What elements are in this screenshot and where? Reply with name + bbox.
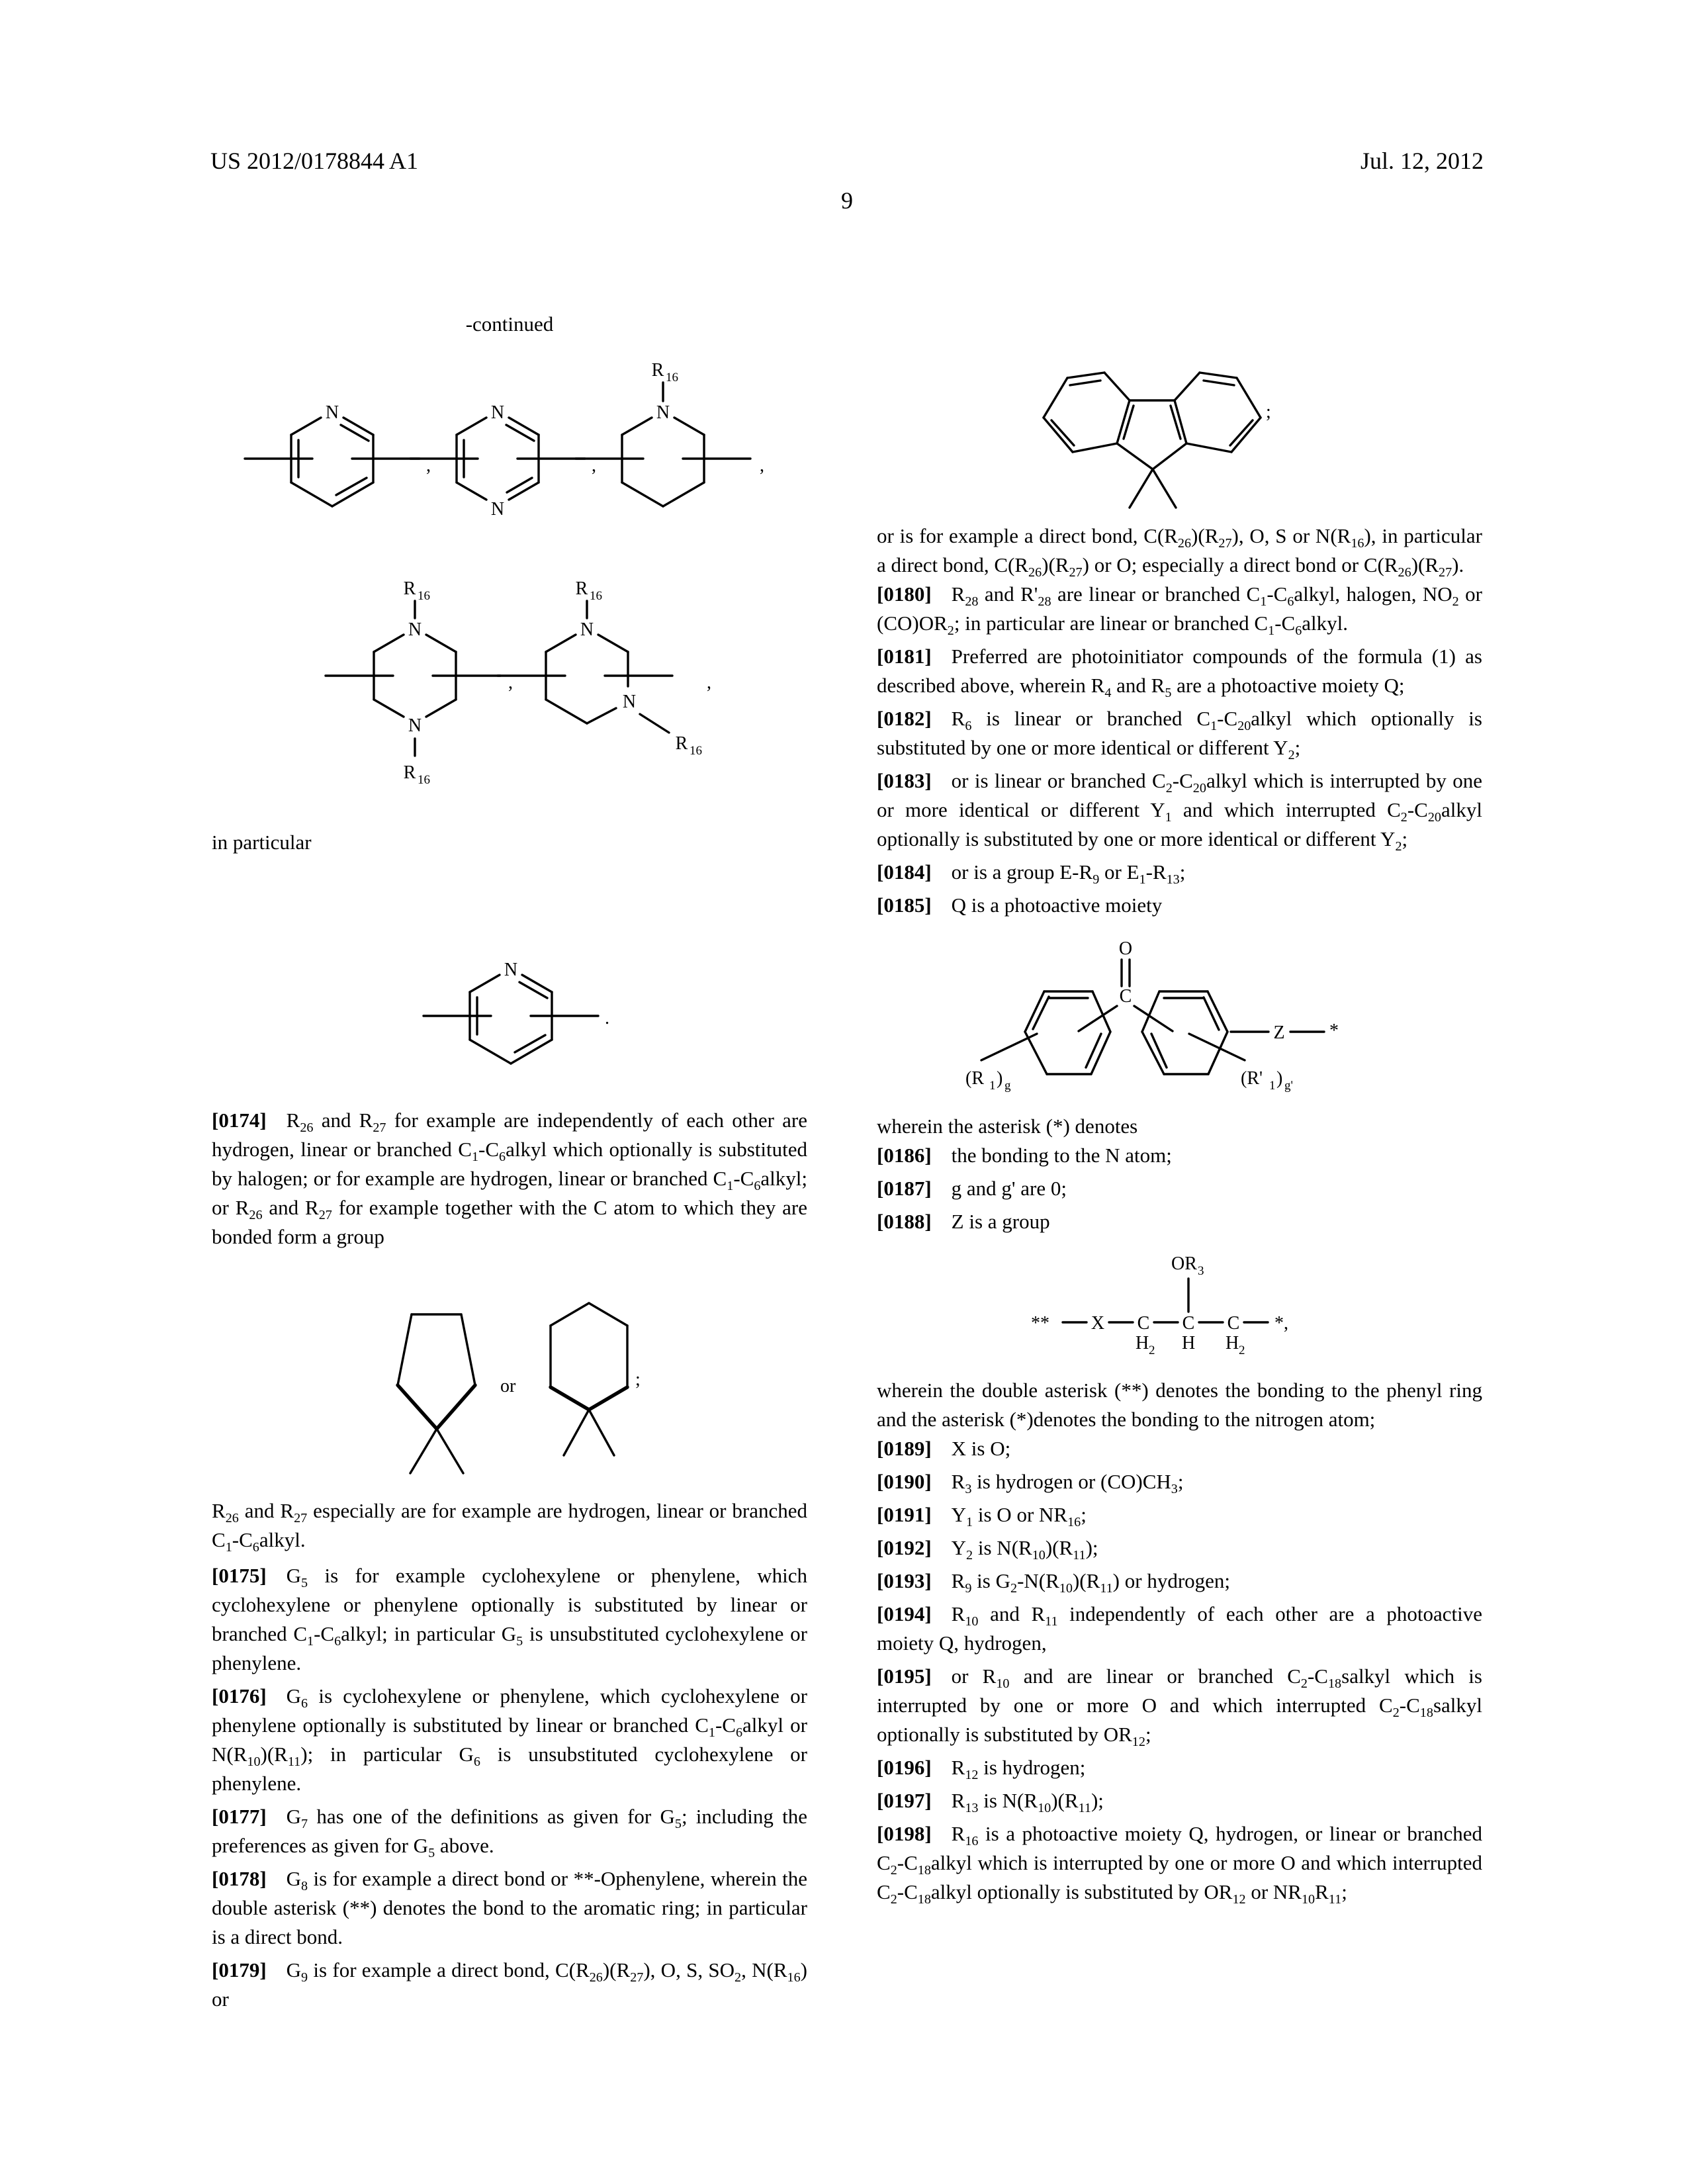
preferred-pyridine-structure (420, 917, 632, 1082)
paragraph-0189: [0189] X is O; (877, 1437, 1011, 1460)
n-atom-label: N (408, 619, 422, 640)
n-atom-label: N (622, 692, 637, 712)
pyridine-2-6-diyl-structure (245, 418, 420, 506)
paragraph-0195: [0195] or $R_{10}$ and are linear or branched $C_2-C_{18}salkyl$ which is interrupted by one or more O and which interrupted $C_2-C_{18}salkyl$ optionally is substituted by $OR_{12}$; (877, 1664, 1482, 1750)
g-prime-subscript: g' (1284, 1079, 1293, 1093)
paragraph-0176: [0176] $G_6$ is cyclohexylene or phenylene, which cyclohexylene or phenylene optionally is substituted by linear or branched $C_1-C_6alkyl$ or $N(R_{10})(R_{11})$; in particular $G_6$ is unsubstituted cyclohexylene or phenylene. (212, 1684, 807, 1795)
n-atom-label: N (325, 402, 339, 423)
n-atom-label: N (490, 499, 505, 520)
paragraph-0174: [0174] $R_{26}$ and $R_{27}$ for example are independently of each other are hydrogen, linear or branched $C_1-C_6alkyl$ which optionally is substituted by halogen; or for example are hydrogen, linear or branched $C_1-C_6alkyl$; or $R_{26}$ and $R_{27}$ for example together with the C atom to which they are bonded form a group (212, 1109, 808, 1248)
paragraph-0197: [0197] $R_{13}$ is $N(R_{10})(R_{11})$; (877, 1789, 1104, 1816)
semicolon-mark: ; (635, 1369, 641, 1390)
comma-separator: , (592, 455, 596, 476)
semicolon-mark: ; (1266, 402, 1271, 422)
continued-label: -continued (465, 312, 554, 336)
heteroaryl-ring-row-structures (238, 348, 781, 567)
h-atom-label: H (1182, 1333, 1196, 1353)
g-subscript: g (1004, 1079, 1011, 1093)
h-atom-label: H (1226, 1333, 1239, 1353)
paragraph-0191: [0191] $Y_1$ is O or $NR_{16}$; (877, 1503, 1087, 1530)
asterisk-note: wherein the asterisk (*) denotes (877, 1115, 1138, 1138)
or-word: or (500, 1376, 516, 1396)
comma-separator: , (760, 455, 764, 476)
asterisk-mark: * (1329, 1021, 1339, 1041)
z-group-chain-structure (1012, 1244, 1330, 1367)
paragraph-0182: [0182] $R_6$ is linear or branched $C_1-C_{20}alkyl$ which optionally is substituted by one or more identical or different $Y_2$; (877, 707, 1482, 763)
cyclopentylidene-structure (398, 1314, 475, 1473)
comma-separator: , (426, 455, 431, 476)
pyrazine-2-5-diyl-structure (410, 418, 585, 500)
paragraph-0193: [0193] $R_9$ is $G_2-N(R_{10})(R_{11})$ or hydrogen; (877, 1569, 1231, 1596)
x-atom-label: X (1091, 1313, 1105, 1334)
o-atom-label: O (1118, 938, 1133, 959)
c-atom-label: C (1137, 1313, 1150, 1334)
dimethylfluorene-structure (1029, 361, 1294, 516)
paragraph-0190: [0190] $R_3$ is hydrogen or $(CO)CH_3$; (877, 1470, 1184, 1497)
paragraph-0184: [0184] or is a group $E-R_9$ or $E_1-R_{13}$; (877, 860, 1186, 887)
piperazine-ring-row-structures (311, 572, 774, 800)
paragraph-0183: [0183] or is linear or branched $C_2-C_{20}alkyl$ which is interrupted by one or more identical or different $Y_1$ and which interrupted $C_2-C_{20}alkyl$ optionally is substituted by one or more identical or different $Y_2$; (877, 769, 1483, 854)
paragraph-0187: [0187] g and g' are 0; (877, 1177, 1067, 1200)
paragraph-0178: [0178] $G_8$ is for example a direct bond or **-Ophenylene, wherein the double asterisk (**) denotes the bond to the aromatic ring; in particular is a direct bond. (212, 1867, 807, 1948)
paragraph-0180: [0180] $R_{28}$ and $R'_{28}$ are linear or branched $C_1-C_6alkyl$, halogen, $NO_2$ or $(CO)OR_2$; in particular are linear or branched $C_1-C_6alkyl$. (877, 582, 1482, 639)
paragraph-0186: [0186] the bonding to the N atom; (877, 1144, 1172, 1167)
period-mark: . (605, 1008, 609, 1028)
r16-subscript: 16 (418, 589, 430, 603)
r16-subscript: 16 (690, 744, 702, 758)
paragraph-0175: [0175] $G_5$ is for example cyclohexylene or phenylene, which cyclohexylene or phenylene optionally is substituted by linear or branched $C_1-C_6alkyl$; in particular $G_5$ is unsubstituted cyclohexylene or phenylene. (212, 1564, 807, 1674)
paragraph-0185: [0185] Q is a photoactive moiety (877, 893, 1163, 917)
c-atom-label: C (1119, 986, 1132, 1007)
paragraph-0194: [0194] $R_{10}$ and $R_{11}$ independently of each other are a photoactive moiety Q, hydrogen, (877, 1602, 1482, 1655)
g9-continuation-text: or is for example a direct bond, $C(R_{26})(R_{27})$, O, S or $N(R_{16})$, in particular a direct bond, $C(R_{26})(R_{27})$ or O; especially a direct bond or $C(R_{26})(R_{27})$. (877, 524, 1482, 580)
r16-subscript: 16 (666, 371, 678, 385)
c-atom-label: C (1227, 1313, 1240, 1334)
double-asterisk-mark: ** (1031, 1313, 1049, 1334)
c-atom-label: C (1182, 1313, 1195, 1334)
page-number: 9 (841, 187, 853, 214)
or3-group-label: OR (1171, 1253, 1197, 1274)
in-particular-label: in particular (212, 831, 312, 854)
r16-substituent-label: R (403, 578, 416, 599)
rparen-mark: ) (997, 1068, 1003, 1089)
paragraph-0188: [0188] Z is a group (877, 1210, 1050, 1233)
paragraph-0177: [0177] $G_7$ has one of the definitions as given for $G_5$; including the preferences as given for $G_5$ above. (212, 1805, 807, 1861)
patent-number: US 2012/0178844 A1 (210, 148, 419, 174)
n-atom-label: N (504, 960, 518, 980)
left-column (212, 310, 807, 2018)
r16-substituent-label: R (403, 762, 416, 783)
n-atom-label: N (580, 619, 594, 640)
r1-g-substituent-label: (R (965, 1068, 984, 1089)
rparen-mark: ) (1276, 1068, 1283, 1089)
n-atom-label: N (490, 402, 505, 423)
h-atom-label: H (1136, 1333, 1149, 1353)
r26-r27-note: $R_{26}$ and $R_{27}$ especially are for example are hydrogen, linear or branched $C_1-C_6alkyl$. (212, 1499, 808, 1555)
r1-prime-subscript: 1 (1269, 1079, 1276, 1093)
r16-substituent-label: R (575, 578, 588, 599)
n-r16-piperidine-2-6-diyl-structure (576, 383, 750, 506)
z-group-label: Z (1273, 1023, 1285, 1043)
right-column (877, 361, 1482, 1911)
or3-subscript: 3 (1198, 1264, 1204, 1278)
r16-subscript: 16 (590, 589, 602, 603)
cyclohexylidene-structure (551, 1303, 627, 1455)
publication-date: Jul. 12, 2012 (1360, 148, 1484, 174)
double-asterisk-note: wherein the double asterisk (**) denotes the bonding to the phenyl ring and the asterisk (*)denotes the bonding to the nitrogen atom; (877, 1379, 1482, 1431)
n-atom-label: N (408, 715, 422, 736)
paragraph-0192: [0192] $Y_2$ is $N(R_{10})(R_{11})$; (877, 1536, 1098, 1563)
r1-subscript: 1 (989, 1079, 996, 1093)
paragraph-0179: [0179] $G_9$ is for example a direct bond, $C(R_{26})(R_{27})$, O, S, $SO_2$, $N(R_{16})$ or (212, 1958, 807, 2011)
benzophenone-moiety-structure (956, 931, 1366, 1103)
n-atom-label: N (656, 402, 670, 423)
r16-substituent-label: R (651, 360, 664, 381)
spiro-ring-group-structures (371, 1285, 715, 1477)
paragraph-0196: [0196] $R_{12}$ is hydrogen; (877, 1756, 1086, 1783)
comma-separator: , (707, 672, 711, 693)
asterisk-comma-mark: *, (1274, 1313, 1288, 1334)
comma-separator: , (508, 672, 513, 693)
r1-prime-g-substituent-label: (R' (1241, 1068, 1263, 1089)
h2-subscript: 2 (1239, 1343, 1245, 1357)
paragraph-0181: [0181] Preferred are photoinitiator compounds of the formula (1) as described above, wherein $R_4$ and $R_5$ are a photoactive moiety Q; (877, 645, 1482, 701)
r16-subscript: 16 (418, 773, 430, 787)
r16-substituent-label: R (675, 733, 688, 754)
h2-subscript: 2 (1149, 1343, 1155, 1357)
paragraph-0198: [0198] $R_{16}$ is a photoactive moiety Q, hydrogen, or linear or branched $C_2-C_{18}alkyl$ which is interrupted by one or more O and which interrupted $C_2-C_{18}alkyl$ optionally is substituted by $OR_{12}$ or $NR_{10}R_{11}$; (877, 1822, 1482, 1907)
